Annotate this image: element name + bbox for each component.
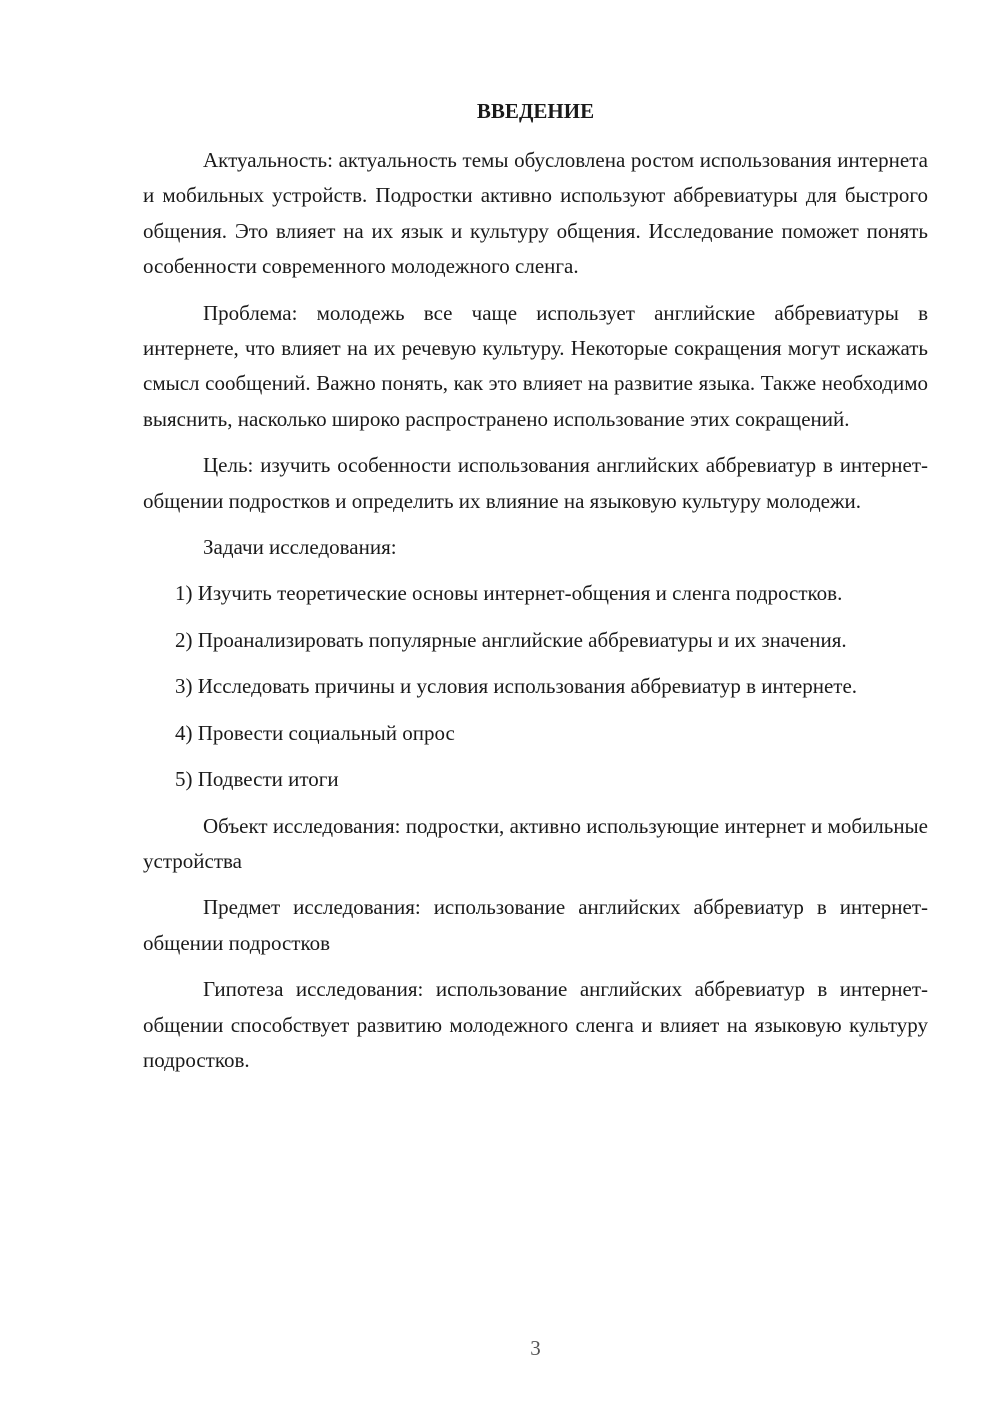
- page-title: ВВЕДЕНИЕ: [476, 99, 595, 123]
- hypothesis-paragraph: Гипотеза исследования: использование английских аббревиатур в интернет-общении способствует развитию молодежного сленга и влияет на языковую культуру подростков.: [143, 977, 928, 1072]
- relevance-paragraph: Актуальность: актуальность темы обусловлена ростом использования интернета и мобильных устройств. Подростки активно используют аббревиатуры для быстрого общения. Это влияет на их язык и культуру общения. Исследование поможет понять особенности современного молодежного сленга.: [143, 148, 928, 279]
- subject-paragraph: Предмет исследования: использование английских аббревиатур в интернет-общении подростков: [143, 895, 928, 955]
- body-text: [143, 143, 928, 1089]
- task-item: 1) Изучить теоретические основы интернет-общения и сленга подростков.: [175, 581, 843, 606]
- task-item: 3) Исследовать причины и условия использования аббревиатур в интернете.: [175, 674, 858, 699]
- page-number: 3: [530, 1336, 541, 1360]
- tasks-heading: Задачи исследования:: [203, 535, 397, 560]
- goal-paragraph: Цель: изучить особенности использования английских аббревиатур в интернет-общении подростков и определить их влияние на языковую культуру молодежи.: [143, 453, 928, 513]
- task-item: 2) Проанализировать популярные английские аббревиатуры и их значения.: [175, 627, 847, 652]
- object-paragraph: Объект исследования: подростки, активно использующие интернет и мобильные устройства: [143, 813, 928, 873]
- task-item: 4) Провести социальный опрос: [175, 720, 455, 745]
- task-item: 5) Подвести итоги: [175, 767, 339, 792]
- document-page: [143, 0, 928, 1414]
- problem-paragraph: Проблема: молодежь все чаще использует английские аббревиатуры в интернете, что влияет на их речевую культуру. Некоторые сокращения могут искажать смысл сообщений. Важно понять, как это влияет на развитие языка. Также необходимо выяснить, насколько широко распространено использование этих сокращений.: [143, 300, 928, 431]
